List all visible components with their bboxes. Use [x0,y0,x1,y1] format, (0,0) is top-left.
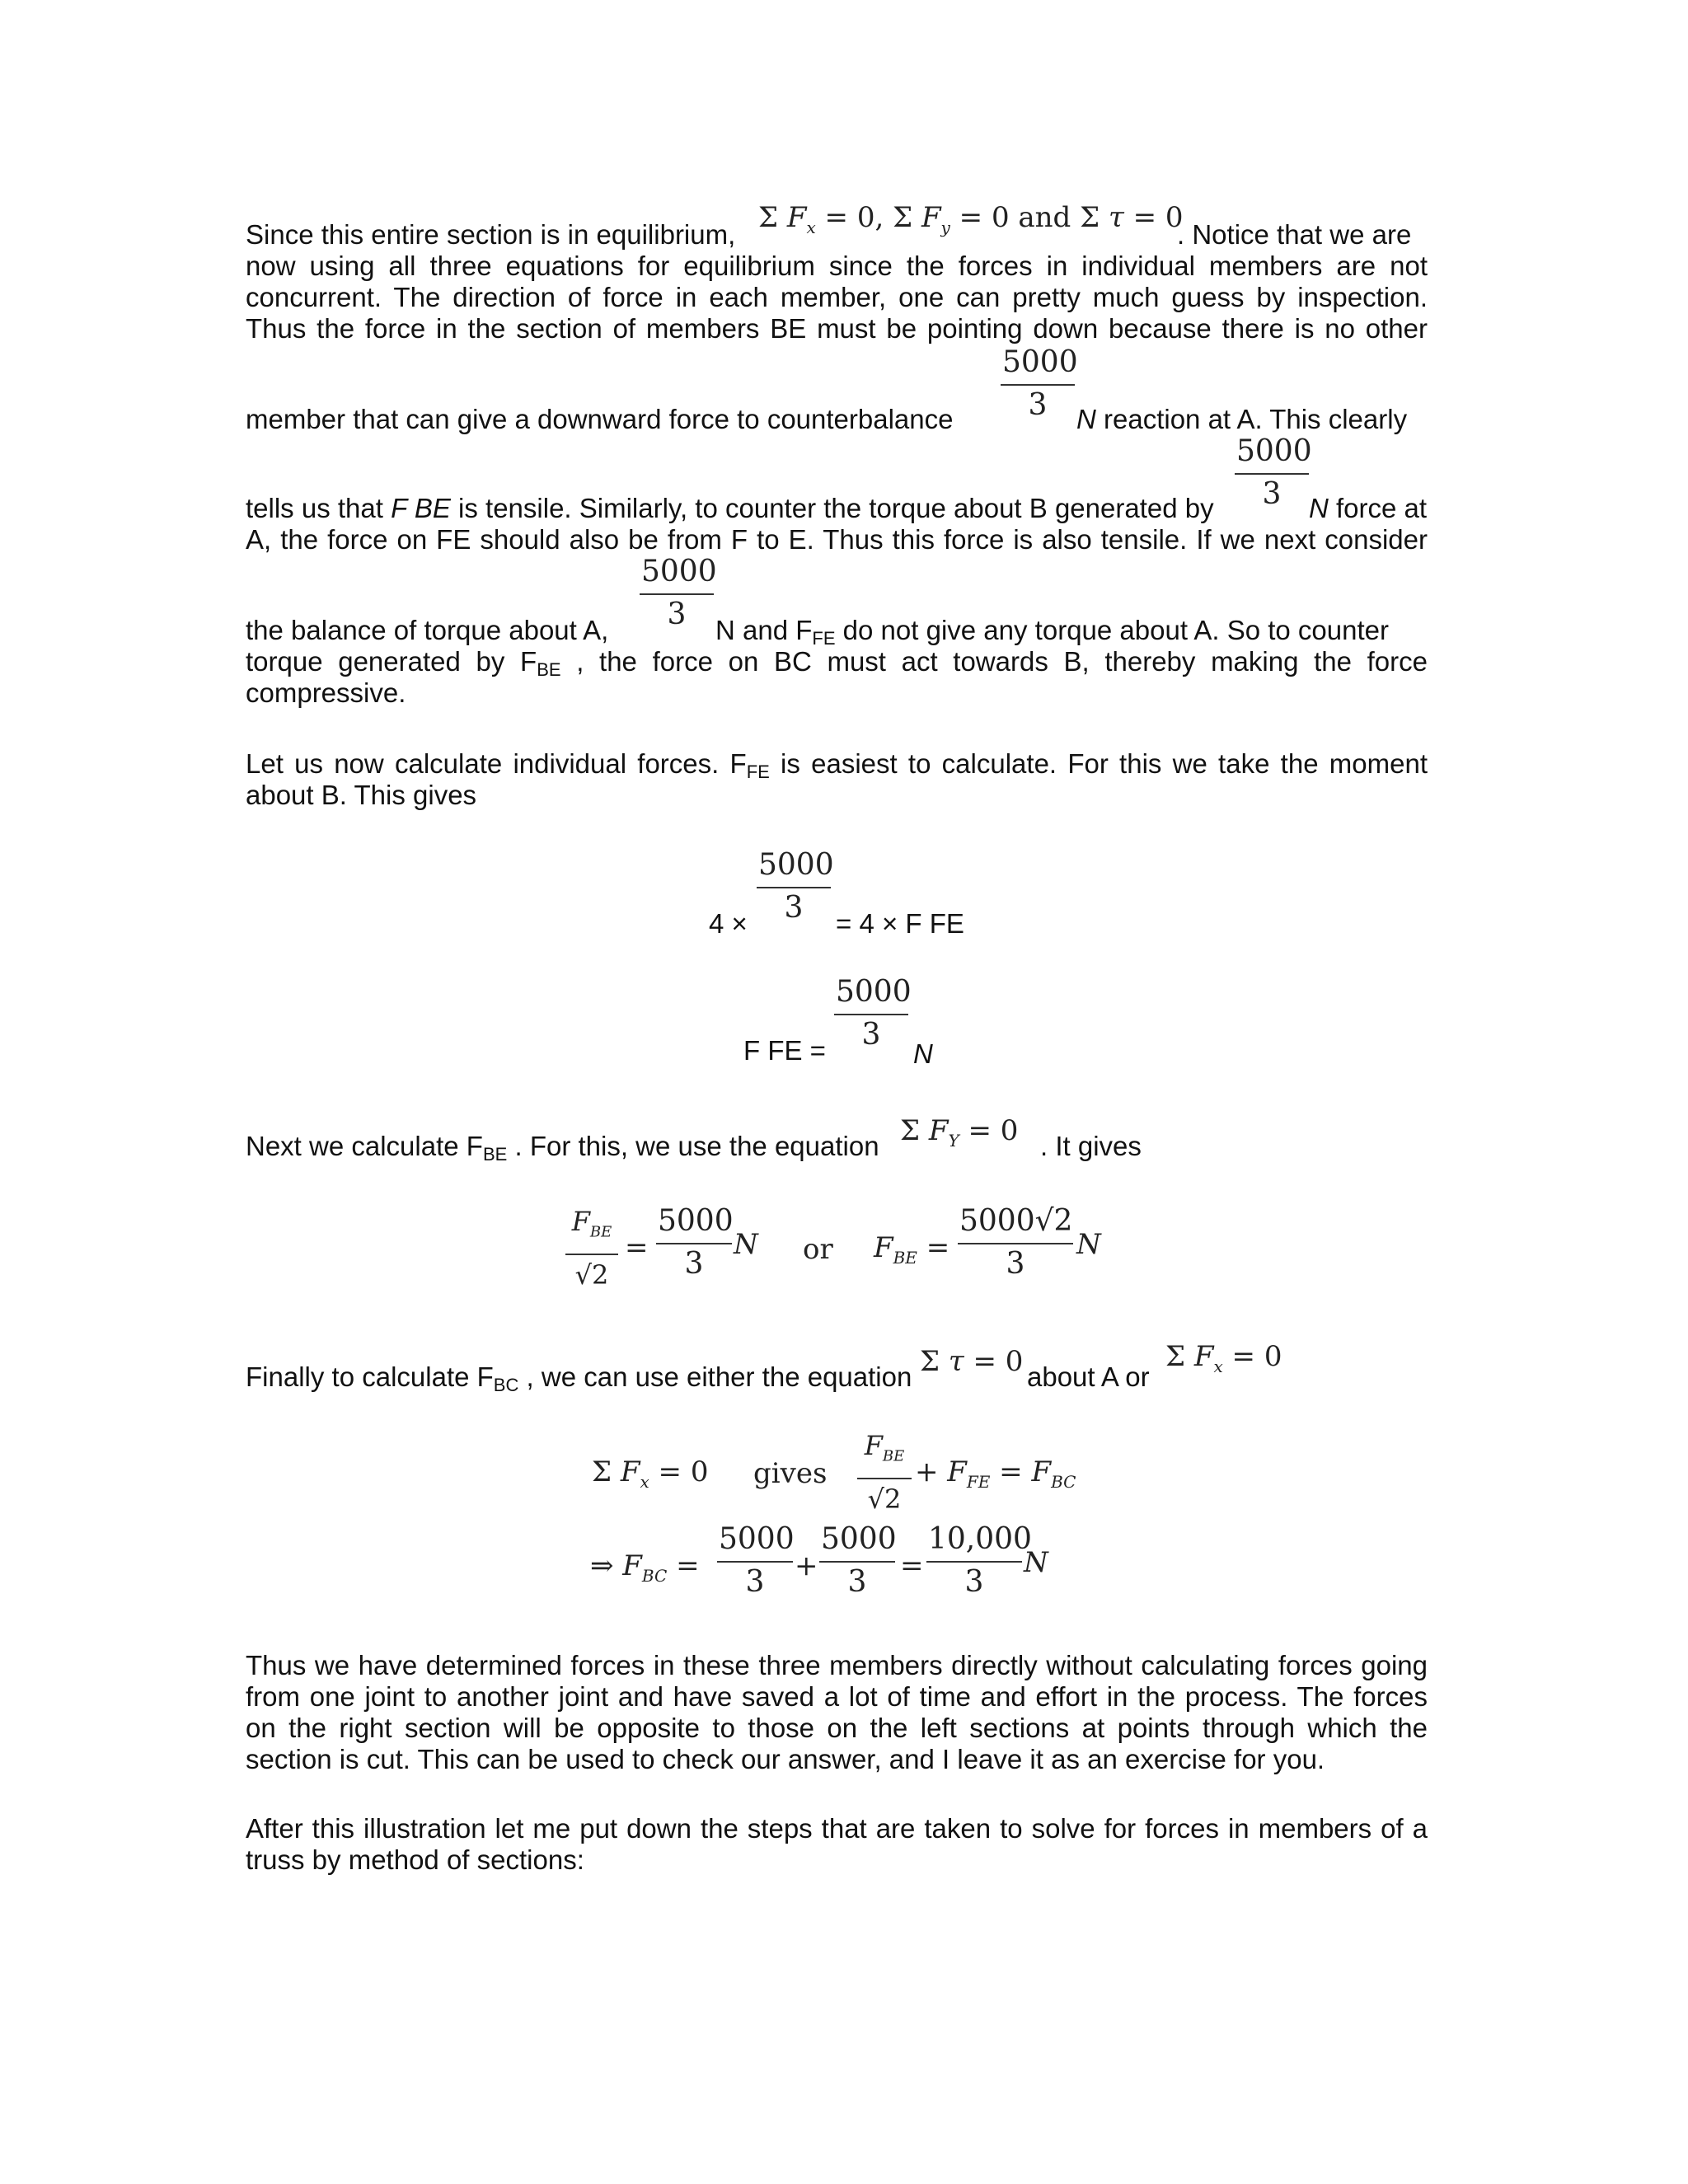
eq4-frac-2: $\frac{5000}{3}$ [821,1522,897,1599]
fraction-5000root2-over-3: $\frac{5000√2}{3}$ [959,1204,1073,1281]
p1-line8-end: N and $F_{FE}$ do not give any torque about A. So to counter [715,615,1389,649]
p2-line2: about B. This gives [246,780,477,810]
eq4-fbe-over-root2: $F_{BE}$ √2 [857,1429,912,1516]
p1-line6-end: N force at [1309,493,1428,523]
eq4-equals: = [900,1549,924,1582]
p1-line1-start: Since this entire section is in equilibrium, [246,219,736,250]
eq3-or: or [803,1233,833,1266]
p6 [246,1813,1428,1876]
p1-body [246,251,1428,344]
p1-line10: compressive. [246,677,406,708]
eq4-implies: ⇒ $F_{BC}$ = [590,1549,700,1586]
eq4-unit: N [1024,1546,1048,1579]
p5-line4: section is cut. This can be used to check our answer, and I leave it as an exercise for you. [246,1744,1325,1774]
eq3-unit-2: N [1076,1228,1101,1261]
eq1-right: = 4 × F FE [836,908,964,939]
eq3-fbe: $F_{BE}$ = [874,1231,950,1268]
sum-torque-equation: Σ τ = 0 [920,1345,1024,1378]
eq2-unit: N [913,1038,933,1069]
p1-line8-start: the balance of torque about A, [246,615,609,645]
eq1-left: 4 × [709,908,748,939]
fraction-5000-over-3: $\frac{5000}{3}$ [1002,345,1078,422]
fraction-5000-over-3: $\frac{5000}{3}$ [641,555,717,631]
eq4-frac-3: $\frac{10,000}{3}$ [928,1522,1032,1599]
fraction-5000-over-3: $\frac{5000}{3}$ [758,848,834,925]
p3-text: Next we calculate $F_{BE}$ . For this, we use the equation [246,1131,879,1165]
p1-line2: now using all three equations for equilibrium since the forces in individual members are not [246,251,1428,281]
p6-line1: After this illustration let me put down the steps that are taken to solve for forces in members of a [246,1813,1428,1844]
p1-line7: A, the force on FE should also be from F to E. Thus this force is also tensile. If we next consider [246,524,1428,555]
p5-line1: Thus we have determined forces in these three members directly without calculating forces going [246,1650,1428,1680]
p2-line1: Let us now calculate individual forces. $F_{FE}$ is easiest to calculate. For this we take the moment [246,748,1428,782]
eq3-equals: = [625,1231,649,1264]
p1-line3: concurrent. The direction of force in each member, one can pretty much guess by inspection. [246,282,1428,312]
fraction-5000-over-3: $\frac{5000}{3}$ [1236,434,1312,511]
p1-line4: Thus the force in the section of members BE must be pointing down because there is no other [246,313,1428,344]
eq4-rest: + $F_{FE} = F_{BC}$ [915,1455,1076,1492]
p6-line2: truss by method of sections: [246,1844,584,1875]
p3-end: . It gives [1040,1131,1142,1161]
p1-tail [246,646,1428,709]
eq4-frac-1: $\frac{5000}{3}$ [719,1522,795,1599]
p4-about-a: about A or [1027,1361,1150,1392]
eq3-unit: N [734,1228,758,1261]
p5-line2: from one joint to another joint and have saved a lot of time and effort in the process. The forces [246,1681,1428,1712]
sum-fx-equation: Σ $F_x = 0$ [1165,1340,1282,1376]
p1-line5-start: member that can give a downward force to counterbalance [246,404,954,434]
p5 [246,1650,1428,1775]
eq4-sum-fx: Σ $F_x = 0$ [592,1455,709,1492]
fbe-over-root2: $F_{BE}$ √2 [565,1205,618,1291]
sum-fy-equation: Σ $F_Y = 0$ [900,1114,1019,1151]
p5-line3: on the right section will be opposite to those on the left sections at points through which the [246,1713,1428,1743]
p1-line6-start: tells us that F BE is tensile. Similarly, to counter the torque about B generated by [246,493,1214,523]
eq4-plus: + [795,1549,818,1582]
p1-line7-wrap [246,524,1428,555]
eq4-gives: gives [753,1457,828,1490]
p1-line5-end: N reaction at A. This clearly [1076,404,1408,434]
eq2-left: F FE = [743,1035,826,1066]
p2 [246,748,1428,811]
p1-line1-end: . Notice that we are [1177,219,1412,250]
fraction-5000-over-3: $\frac{5000}{3}$ [658,1204,734,1281]
p1-line9: torque generated by $F_{BE}$ , the force on BC must act towards B, thereby making the force [246,646,1428,680]
equilibrium-equations: Σ $F_x = 0$, Σ $F_y = 0$ and Σ τ = 0 [758,201,1184,237]
p4-text: Finally to calculate $F_{BC}$ , we can use either the equation [246,1361,912,1395]
fraction-5000-over-3: $\frac{5000}{3}$ [836,975,912,1052]
